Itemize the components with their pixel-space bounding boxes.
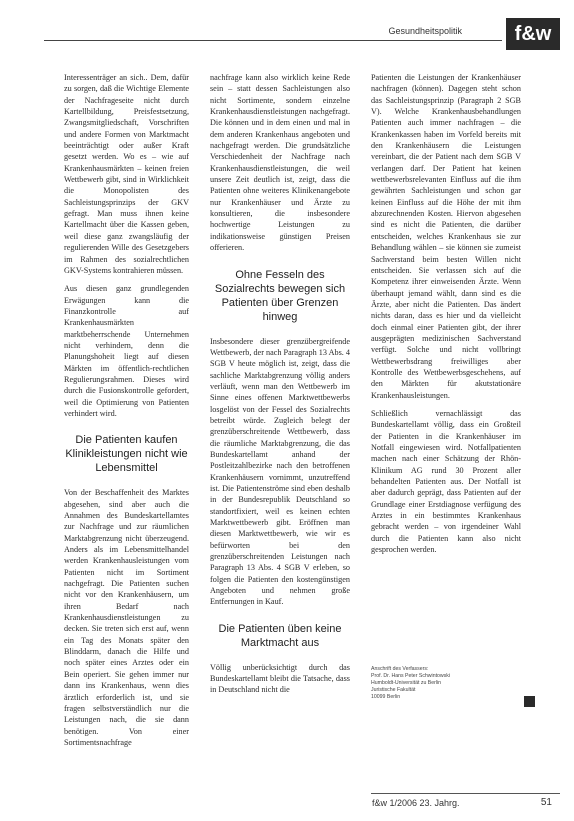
author-city: 10099 Berlin — [371, 694, 401, 700]
col2-paragraph-3: Völlig unberücksichtigt durch das Bundeskartellamt bleibt die Tatsache, dass in Deutschland nicht die — [210, 662, 350, 695]
col2-paragraph-1: nachfrage kann also wirklich keine Rede sein – statt dessen Sachleistungen also nicht Sortimente, sondern einzelne Krankenhausdienstleistungen nachgefragt. Die können und in dem einen und mal in dem anderen Krankenhaus angeboten und nachgefragt werden. Die grundsätzliche Verschiedenheit der Nachfrage nach Krankenhausdienstleistungen, die weil unsere Zeit deutlich ist, zeigt, dass die Patienten ohne weiteres Klinikenangebote nur Krankenhäuser und Ärzte zu konsultieren, die insbesondere hochwertige Leistungen zu indikationsweise günstigen Preisen offerieren. — [210, 73, 350, 253]
col1-paragraph-2: Aus diesen ganz grundlegenden Erwägungen kann die Finanzkontrolle auf Krankenhausmärkten marktbeherrschende Unternehmen nicht verhindern, denn die Planungshoheit liegt auf diesen Märkten im öffentlich-rechtlichen Regulierungsrahmen. Dieses wird durch die Fusionskontrolle gefordert, weil die Optimierung von Patienten verhindert wird. — [64, 284, 189, 418]
header-rule — [44, 40, 502, 41]
col1-paragraph-3: Von der Beschaffenheit des Marktes abgesehen, sind aber auch die Annahmen des Bundeskartellamtes zur Nachfrage und zur räumlichen Marktabgrenzung nicht überzeugend. Anders als im Lebensmittelhandel werden Krankenhausleistungen vom Patienten nicht im Sortiment nachgefragt. Die Patienten suchen nicht vor den Krankenhäusern, um ihren Bedarf nach Krankenhausdienstleistungen zu decken. Sie treten sich erst auf, wenn ein Tag des Monats später den Blinddarm, danach die Hilfe und noch später eines Arztes oder ein Bein operiert. Sie gehen immer nur dann ins Krankenhaus, wenn dies ärztlich erforderlich ist, und sie fragen selbstverständlich nur die Leistungen nach, die sie dann benötigen. Von einer Sortimentsnachfrage — [64, 488, 189, 747]
author-institution: Humboldt-Universität zu Berlin — [371, 680, 442, 686]
column-1 — [64, 72, 189, 755]
author-faculty: Juristische Fakultät — [371, 687, 416, 693]
footer-journal-issue: f&w 1/2006 23. Jahrg. — [372, 798, 460, 808]
journal-logo: f&w — [506, 18, 560, 50]
column-3 — [371, 72, 521, 562]
col2-subheading-2: Die Patienten üben keine Marktmacht aus — [218, 622, 342, 649]
page-header — [0, 16, 574, 44]
column-2 — [210, 72, 350, 703]
col1-paragraph-1: Interessenträger an sich.. Dem, dafür zu sorgen, daß die Wichtige Elemente der Nachfrageseite nicht durch Kartellbildung, Preisfestsetzung, Zwangsmitgliedschaft, Vorschriften und andere Formen von Marktmacht beeinträchtigt oder außer Kraft gesetzt werden. Wo es – wie auf Krankenhausmärkten – keinen freien Wettbewerb gibt, sind in Wirklichkeit die Monopolisten des Sachleistungsprinzips der GKV gefragt. Man muss ihnen keine Kartellmacht über die Kassen geben, weil diese ganz zwangsläufig der regulierenden Wille des Gesetzgebers im Rahmen des sozialrechtlichen GKV-Systems kontrahieren müssen. — [64, 73, 189, 275]
footer-rule — [371, 793, 560, 794]
end-mark-square — [524, 696, 535, 707]
col1-subheading: Die Patienten kaufen Klinikleistungen nicht wie Lebensmittel — [65, 434, 188, 475]
author-name: Prof. Dr. Hans Peter Schwintowski — [371, 673, 450, 679]
section-label: Gesundheitspolitik — [388, 26, 462, 36]
col3-paragraph-1: Patienten die Leistungen der Krankenhäuser nachfragen (können). Dagegen steht schon das Sachleistungsprinzip (Paragraph 2 SGB V). Welche Krankenhausbehandlungen Patienten auch immer nachfragen – die Krankenkassen haben im Vorfeld bereits mit den Krankenhäusern die Leistungen vereinbart, die der Patient nach dem SGB V verlangen darf. Der Patient hat keinen wettbewerbsrelevanten Einfluss auf die ihm gewährten Sachleistungen und schon gar keinen Einfluss auf die Höhe der mit ihm abzurechnenden Kosten. Hiervon abgesehen sind es nicht die Patienten, die darüber entscheiden, welches Krankenhaus sie zur Behandlung wählen – sie können sie zumeist Sachverstand beim besten Willen nicht entscheiden. Sie verlassen sich auf die Kompetenz ihrer einweisenden Ärzte. Wenn überhaupt jemand wählt, dann sind es die Ärzte, aber nicht die Patienten. Das ändert nichts daran, dass es hier und da vielleicht doch einmal einer Patienten gibt, der ihrer ausgeprägten medizinischen Sachverstand verfügt. Solche und nicht vollbringt Wettbewerbsdrang freiwilliges aber Kontrolle des Wettbewerbsgeschehens, auf den Märkten für akutstationäre Krankenhausleistungen. — [371, 73, 521, 400]
col2-paragraph-2: Insbesondere dieser grenzübergreifende Wettbewerb, der nach Paragraph 13 Abs. 4 SGB V heute möglich ist, zeigt, dass die sachliche Marktabgrenzung völlig anders verläuft, wenn man den Wettbewerb im Sinne eines offenen Marktwettbewerbs losgelöst von der Fessel des Sozialrechts betreibt würde. Zugleich belegt der grenzüberschreitende Wettbewerb, dass die räumliche Marktabgrenzung, die das Bundeskartellamt anhand der Postleitzahlbezirke nach den betroffenen Krankenhäusern vornimmt, unzutreffend ist. Die Patientenströme sind eben deshalb in der Bundesrepublik Deutschland so standortfixiert, weil es keinen echten Marktwettbewerb gibt. Eröffnen man diesen Marktwettbewerb, wie wir es befürworten bei den grenzüberschreitenden Leistungen nach Paragraph 13 Abs. 4 SGB V erleben, so folgen die Patienten den kostengünstigen Angeboten und nehmen große Entfernungen in Kauf. — [210, 336, 350, 607]
address-label: Anschrift des Verfassers: — [371, 666, 429, 672]
col3-paragraph-2: Schließlich vernachlässigt das Bundeskartellamt völlig, dass ein Großteil der Patienten in die Krankenhäuser im Notfall eingewiesen wird. Notfallpatienten machen nach einer Schätzung der Rhön-Klinikum AG rund 30 Prozent aller behandelten Patienten aus. Der Notfall ist aber dadurch geprägt, dass Patienten auf der Grundlage einer Erstdiagnose verfügung des Arztes in ein bestimmtes Krankenhaus gebracht werden – von irgendeiner Wahl durch die Patienten kann also nicht gesprochen werden. — [371, 408, 521, 555]
page-number: 51 — [540, 797, 552, 808]
author-address-box — [371, 666, 521, 701]
col2-subheading-1: Ohne Fesseln des Sozialrechts bewegen sich Patienten über Grenzen hinweg — [214, 268, 346, 323]
